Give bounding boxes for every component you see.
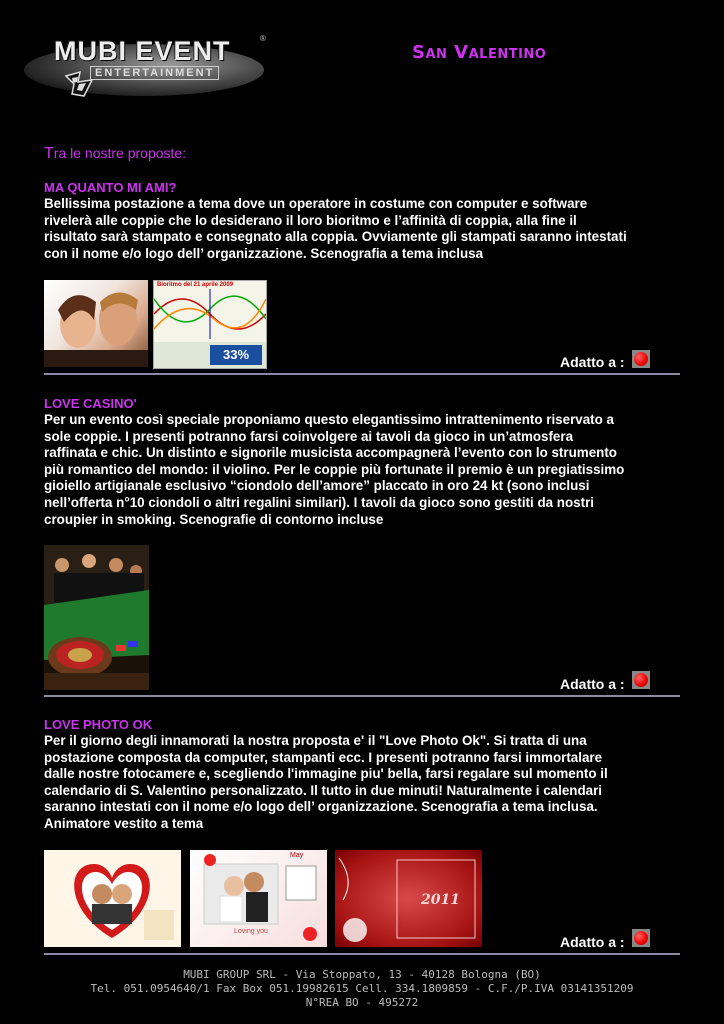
affinity-percent: 33%: [210, 345, 262, 365]
description-line: nell’offerta n°10 ciondoli o altri regalini similari). I tavoli da gioco sono gestiti da nostri: [44, 494, 594, 510]
calendar-month: May: [290, 852, 304, 859]
calendar-sample-heart: [44, 850, 181, 947]
intro-text: [44, 145, 186, 163]
description-line: dalle nostre fotocamere e, scegliendo l'immagine piu' bella, farsi regalare sul momento il: [44, 766, 608, 782]
suitable-for-label: Adatto a :: [560, 354, 625, 370]
calendar-sample-red: [335, 850, 482, 947]
section-title-love-casino: LOVE CASINO': [44, 396, 137, 411]
heart-dot-icon: [632, 671, 650, 689]
logo-emblem-icon: [64, 70, 94, 98]
heart-dot-icon: [632, 350, 650, 368]
description-line: calendario di S. Valentino personalizzato. Il tutto in due minuti! Naturalmente i calendari: [44, 782, 603, 798]
description-line: Animatore vestito a tema: [44, 815, 204, 831]
logo-sub-text: ENTERTAINMENT: [90, 66, 219, 80]
section-description: [44, 412, 680, 528]
heart-dot-icon: [632, 929, 650, 947]
intro-initial: T: [44, 145, 54, 162]
intro-rest: ra le nostre proposte:: [53, 145, 187, 161]
logo-main-text: MUBI EVENT: [54, 36, 231, 66]
footer-contacts: Tel. 051.0954640/1 Fax Box 051.19982615 Cell. 334.1809859 - C.F./P.IVA 03141351209: [90, 982, 634, 995]
description-line: raffinata e chic. Un distinto e signorile musicista accompagnerà l’evento con lo strumento: [44, 445, 617, 461]
couple-photo: [44, 280, 148, 367]
description-line: saranno intestati con il nome e/o logo dell’ organizzazione. Scenografia a tema inclusa.: [44, 799, 598, 815]
calendar-sample-couple: [190, 850, 327, 947]
description-line: gioiello artigianale esclusivo “ciondolo dell’amore” placcato in oro 24 kt (sono inclusi: [44, 478, 590, 494]
description-line: con il nome e/o logo dell’ organizzazione. Scenografia a tema inclusa: [44, 245, 484, 261]
description-line: postazione composta da computer, stampanti ecc. I presenti potranno farsi immortalare: [44, 749, 603, 765]
section-divider: [44, 373, 680, 375]
section-divider: [44, 695, 680, 697]
section-title-quanto-mi-ami: MA QUANTO MI AMI?: [44, 180, 177, 195]
footer-rea: N°REA BO - 495272: [305, 996, 419, 1009]
description-line: rivelerà alle coppie che lo desiderano il loro bioritmo e l’affinità di coppia, alla fine il: [44, 212, 577, 228]
casino-photo: [44, 545, 149, 690]
suitable-for-label: Adatto a :: [560, 676, 625, 692]
company-logo: [24, 30, 274, 102]
section-divider: [44, 953, 680, 955]
description-line: Per un evento così speciale proponiamo questo elegantissimo intrattenimento riservato a: [44, 412, 614, 427]
description-line: croupier in smoking. Scenografie di contorno incluse: [44, 511, 384, 527]
description-line: Bellissima postazione a tema dove un operatore in costume con computer e software: [44, 196, 588, 211]
footer: [0, 968, 724, 1010]
logo-registered-mark: ®: [260, 34, 266, 43]
description-line: Per il giorno degli innamorati la nostra proposta e' il "Love Photo Ok". Si tratta di una: [44, 733, 587, 748]
biorhythm-chart-image: [153, 280, 267, 369]
section-title-love-photo-ok: LOVE PHOTO OK: [44, 717, 153, 732]
biorhythm-caption: Bioritmo del 21 aprile 2009: [157, 282, 234, 288]
description-line: sole coppie. I presenti potranno farsi coinvolgere ai tavoli da gioco in un’atmosfera: [44, 428, 574, 444]
description-line: risultato sarà stampato e consegnato alla coppia. Ovviamente gli stampati saranno intestati: [44, 229, 627, 245]
section-description: [44, 733, 680, 833]
suitable-for-label: Adatto a :: [560, 934, 625, 950]
page-title: San Valentino: [412, 42, 547, 63]
footer-address: MUBI GROUP SRL - Via Stoppato, 13 - 40128 Bologna (BO): [183, 968, 541, 981]
description-line: più romantico del mondo: il violino. Per le coppie più fortunate il premio è un pregiatissimo: [44, 461, 625, 477]
calendar-year: 2011: [421, 892, 460, 908]
calendar-caption: Loving you: [234, 928, 268, 935]
section-description: [44, 196, 680, 262]
